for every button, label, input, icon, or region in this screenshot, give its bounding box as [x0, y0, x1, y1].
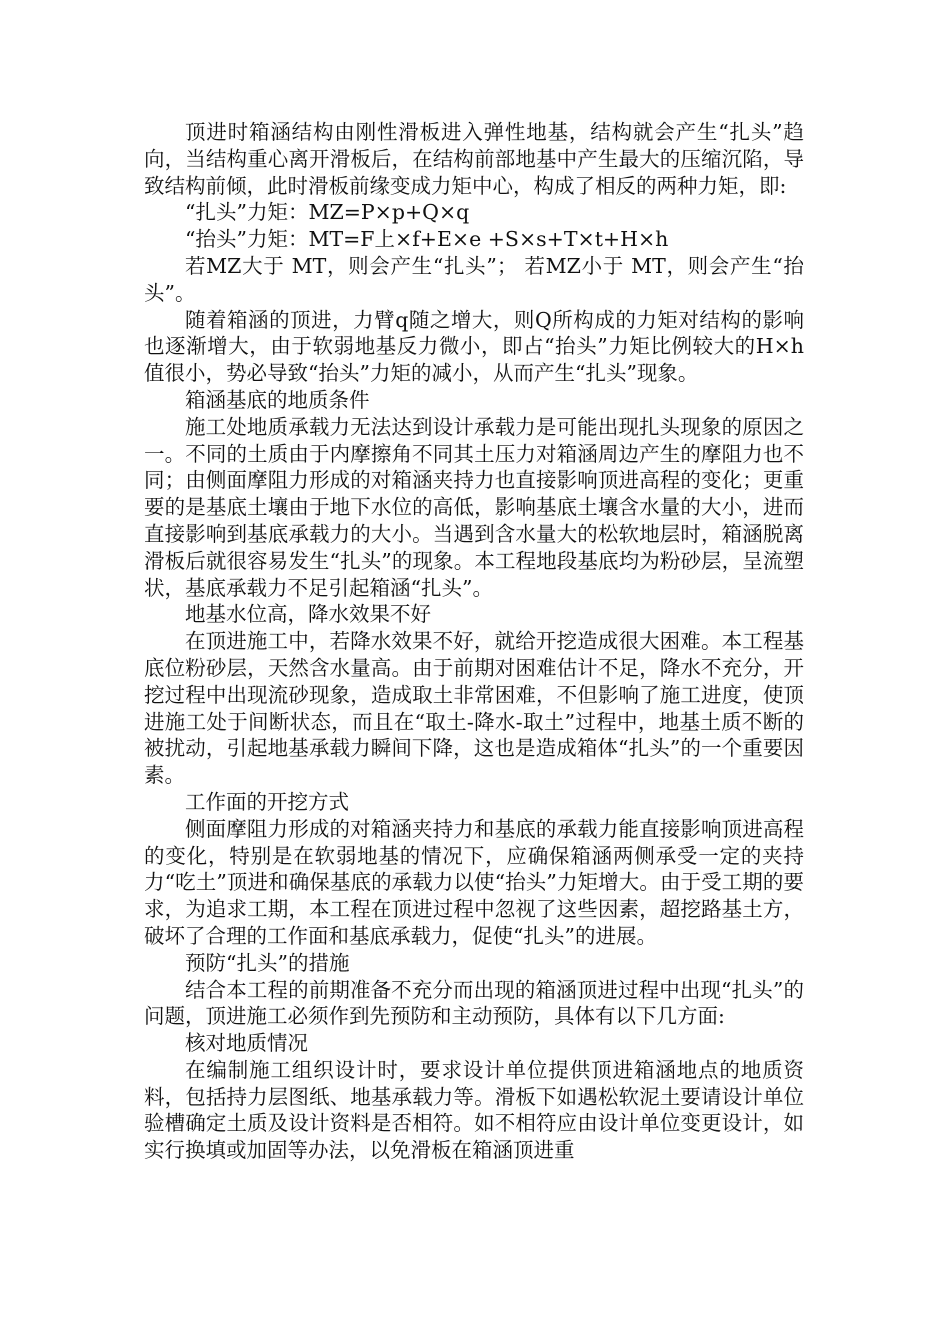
heading-prevention-measures: 预防“扎头”的措施: [185, 950, 350, 975]
paragraph-prevention-measures: 结合本工程的前期准备不充分而出现的箱涵顶进过程中出现“扎头”的问题，顶进施工必须作到先预防和主动预防，具体有以下几方面:: [144, 977, 804, 1029]
document-body: [144, 119, 804, 1164]
heading-verify-geology: 核对地质情况: [185, 1031, 308, 1056]
paragraph-lever-arm: 随着箱涵的顶进，力臂q随之增大，则Q所构成的力矩对结构的影响也逐渐增大，由于软弱地基反力微小，即占“抬头”力矩比例较大的H×h值很小，势必导致“抬头”力矩的减小，从而产生“扎头”现象。: [144, 307, 804, 386]
heading-foundation-geology: 箱涵基底的地质条件: [185, 387, 370, 412]
paragraph-foundation-geology: 施工处地质承载力无法达到设计承载力是可能出现扎头现象的原因之一。不同的土质由于内摩擦角不同其土压力对箱涵周边产生的摩阻力也不同；由侧面摩阻力形成的对箱涵夹持力也直接影响顶进高程的变化；更重要的是基底土壤由于地下水位的高低，影响基底土壤含水量的大小，进而直接影响到基底承载力的大小。当遇到含水量大的松软地层时，箱涵脱离滑板后就很容易发生“扎头”的现象。本工程地段基底均为粉砂层，呈流塑状，基底承载力不足引起箱涵“扎头”。: [144, 414, 804, 600]
paragraph-excavation-method: 侧面摩阻力形成的对箱涵夹持力和基底的承载力能直接影响顶进高程的变化，特别是在软弱地基的情况下，应确保箱涵两侧承受一定的夹持力“吃土”顶进和确保基底的承载力以使“抬头”力矩增大。由于受工期的要求，为追求工期，本工程在顶进过程中忽视了这些因素，超挖路基土方，破坏了合理的工作面和基底承载力，促使“扎头”的进展。: [144, 816, 804, 948]
formula-lift-moment: “抬头”力矩：MT=F上×f+E×e +S×s+T×t+H×h: [185, 227, 669, 252]
formula-dive-moment: “扎头”力矩：MZ=P×p+Q×q: [185, 200, 470, 225]
paragraph-groundwater: 在顶进施工中，若降水效果不好，就给开挖造成很大困难。本工程基底位粉砂层，天然含水量高。由于前期对困难估计不足，降水不充分，开挖过程中出现流砂现象，造成取土非常困难，不但影响了施工进度，使顶进施工处于间断状态，而且在“取土-降水-取土”过程中，地基土质不断的被扰动，引起地基承载力瞬间下降，这也是造成箱体“扎头”的一个重要因素。: [144, 629, 804, 788]
heading-excavation-method: 工作面的开挖方式: [185, 789, 349, 814]
paragraph-moment-comparison: 若MZ大于 MT，则会产生“扎头”； 若MZ小于 MT，则会产生“抬头”。: [144, 253, 804, 305]
paragraph-mechanism-intro: 顶进时箱涵结构由刚性滑板进入弹性地基，结构就会产生“扎头”趋向，当结构重心离开滑板后，在结构前部地基中产生最大的压缩沉陷，导致结构前倾，此时滑板前缘变成力矩中心，构成了相反的两种力矩，即:: [144, 120, 804, 198]
heading-groundwater: 地基水位高，降水效果不好: [185, 602, 431, 627]
paragraph-verify-geology: 在编制施工组织设计时，要求设计单位提供顶进箱涵地点的地质资料，包括持力层图纸、地基承载力等。滑板下如遇松软泥土要请设计单位验槽确定土质及设计资料是否相符。如不相符应由设计单位变更设计，如实行换填或加固等办法，以免滑板在箱涵顶进重: [144, 1057, 804, 1163]
